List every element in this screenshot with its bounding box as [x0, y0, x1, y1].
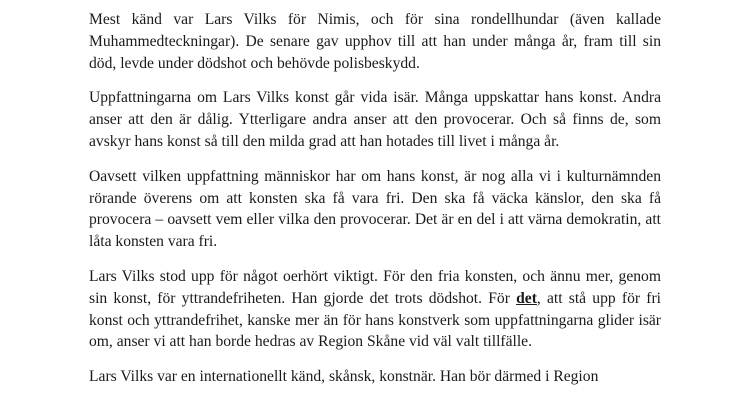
paragraph-nimis: Mest känd var Lars Vilks för Nimis, och för sina rondellhundar (även kallade Muhammedteckningar). De senare gav upphov till att han under många år, fram till sin död, levde under dödshot och behövde polisbeskydd. — [89, 11, 661, 72]
document-body — [89, 9, 661, 388]
paragraph-text-before-emphasis: Lars Vilks stod upp för något oerhört viktigt. För den fria konsten, och ännu mer, genom sin konst, för yttrandefriheten. Han gjorde det trots dödshot. För — [89, 267, 661, 307]
paragraph-freedom-of-speech — [89, 266, 661, 353]
emphasized-word: det — [516, 289, 537, 307]
paragraph-text-after-emphasis: , att stå upp för fri konst och yttrandefrihet, kanske mer än för hans konstverk som uppfattningarna glider isär om, anser vi att han borde hedras av Region Skåne vid väl valt tillfälle. — [89, 289, 661, 351]
paragraph-opinions: Uppfattningarna om Lars Vilks konst går vida isär. Många uppskattar hans konst. Andra anser att den är dålig. Ytterligare andra anser att den provocerar. Och så finns de, som avskyr hans konst så till den milda grad att han hotades till livet i många år. — [89, 89, 661, 150]
paragraph-internationally-known: Lars Vilks var en internationellt känd, skånsk, konstnär. Han bör därmed i Region — [89, 368, 599, 386]
paragraph-free-art: Oavsett vilken uppfattning människor har om hans konst, är nog alla vi i kulturnämnden rörande överens om att konsten ska få vara fri. Den ska få väcka känslor, den ska få provocera – oavsett vem eller vilka den provocerar. Det är en del i att värna demokratin, att låta konsten vara fri. — [89, 167, 661, 251]
